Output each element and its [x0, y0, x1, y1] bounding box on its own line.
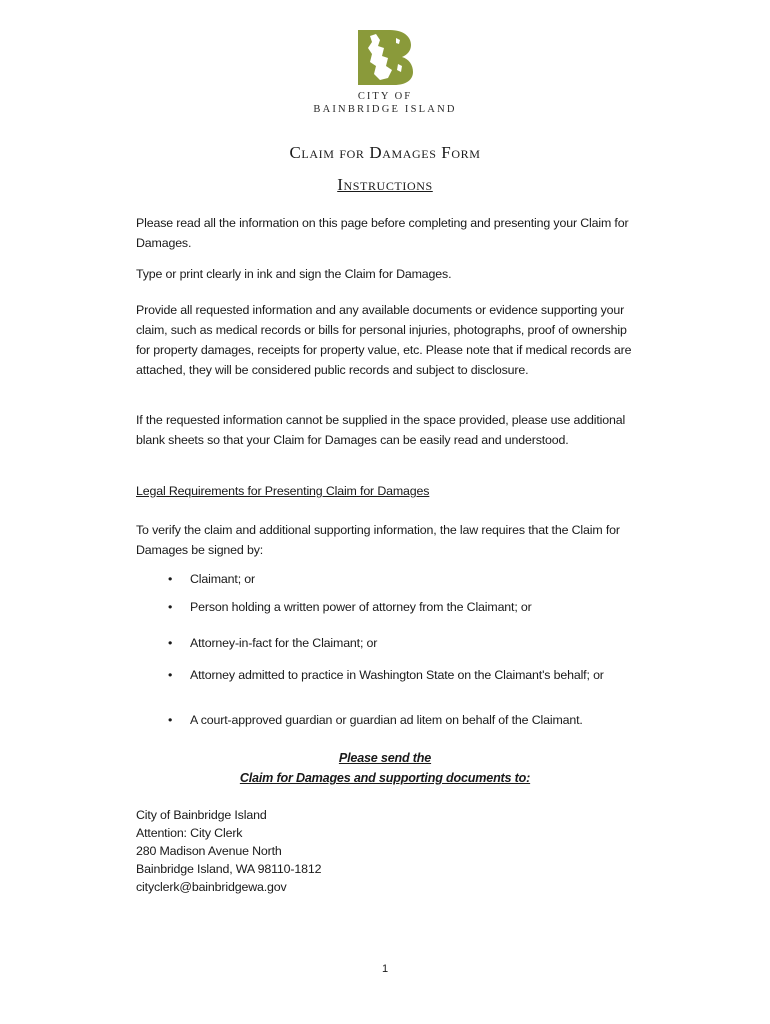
signer-list-item [166, 711, 636, 729]
address-line-city-state-zip: Bainbridge Island, WA 98110-1812 [136, 862, 322, 876]
form-title: Claim for Damages Form [289, 143, 481, 162]
legal-intro-paragraph: To verify the claim and additional supporting information, the law requires that the Claim for Damages be signed by: [136, 523, 620, 557]
address-line-email: cityclerk@bainbridgewa.gov [136, 880, 287, 894]
signer-attorney-washington: • Attorney admitted to practice in Washington State on the Claimant's behalf; or [166, 666, 636, 684]
paragraph-additional-sheets: If the requested information cannot be supplied in the space provided, please use additional blank sheets so that your Claim for Damages can be easily read and understood. [136, 413, 626, 447]
signer-list-item [166, 570, 636, 588]
signer-power-of-attorney: • Person holding a written power of attorney from the Claimant; or [166, 598, 636, 616]
address-line-street: 280 Madison Avenue North [136, 844, 282, 858]
signer-list-item [166, 634, 636, 652]
signer-claimant: • Claimant; or [166, 570, 636, 588]
paragraph-provide-info: Provide all requested information and any available documents or evidence supporting your claim, such as medical records or bills for personal injuries, photographs, proof of ownership for property damages, receipts for property value, etc. Please note that if medical records are attached, they will be considered public records and subject to disclosure. [136, 303, 632, 377]
signer-guardian: • A court-approved guardian or guardian ad litem on behalf of the Claimant. [166, 711, 636, 729]
send-heading-line-2: Claim for Damages and supporting documents to: [239, 771, 531, 785]
legal-requirements-heading: Legal Requirements for Presenting Claim for Damages [136, 484, 430, 498]
send-heading-line-1: Please send the [338, 751, 432, 765]
signer-list-item [166, 598, 636, 616]
bainbridge-b-logo-icon [356, 28, 414, 86]
address-line-city: City of Bainbridge Island [136, 808, 267, 822]
paragraph-read-info: Please read all the information on this page before completing and presenting your Claim for Damages. [136, 216, 629, 250]
mailing-address [136, 806, 321, 896]
logo-line-bainbridge-island: BAINBRIDGE ISLAND [313, 104, 457, 115]
instructions-heading: Instructions [337, 175, 433, 194]
city-logo [0, 28, 770, 116]
page-number: 1 [381, 963, 389, 975]
paragraph-type-or-print: Type or print clearly in ink and sign the Claim for Damages. [136, 267, 452, 281]
signer-attorney-in-fact: • Attorney-in-fact for the Claimant; or [166, 634, 636, 652]
signer-list-item [166, 666, 636, 684]
logo-line-city-of: CITY OF [357, 91, 413, 102]
address-line-attention: Attention: City Clerk [136, 826, 243, 840]
